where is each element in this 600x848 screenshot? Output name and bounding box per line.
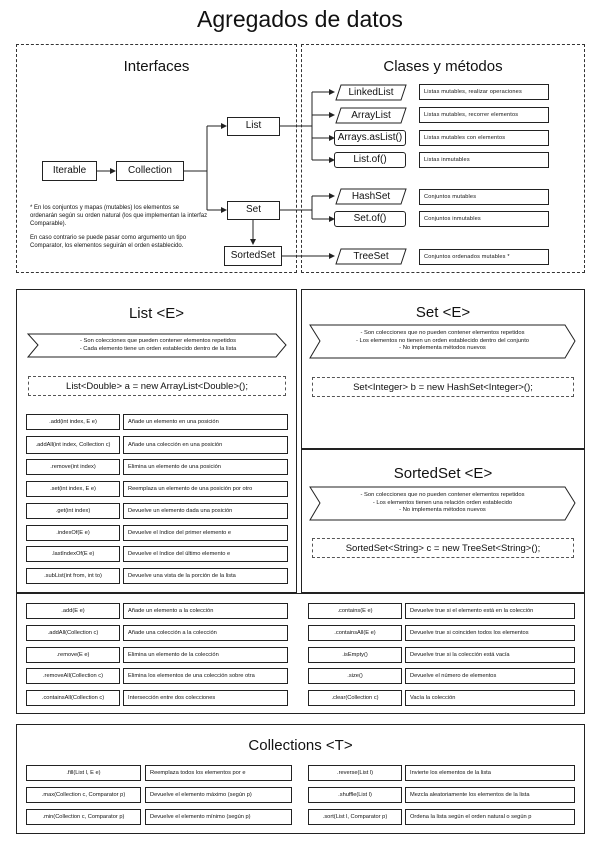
sortedset-title: SortedSet <E> (393, 465, 493, 482)
list-method-desc-3: Reemplaza un elemento de una posición por otro (123, 481, 288, 497)
list-method-desc-2: Elimina un elemento de una posición (123, 459, 288, 475)
desc-hashset: Conjuntos mutables (419, 189, 549, 205)
list-method-desc-1: Añade una colección en una posición (123, 436, 288, 454)
class-hashset: HashSet (351, 191, 391, 202)
list-method-4: .get(int index) (26, 503, 120, 519)
list-method-3: .set(int index, E e) (26, 481, 120, 497)
set-bullet-1: - Son colecciones que no pueden contener elementos repetidos (360, 330, 525, 337)
list-method-1: .addAll(int index, Collection c) (26, 436, 120, 454)
clases-title: Clases y métodos (383, 58, 503, 75)
sortedset-box: SortedSet (224, 246, 282, 266)
coll-right-method-4: .clear(Collection c) (308, 690, 402, 706)
desc-list-of: Listas inmutables (419, 152, 549, 168)
list-method-desc-5: Devuelve el índice del primer elemento e (123, 525, 288, 541)
coll-left-method-2: .remove(E e) (26, 647, 120, 663)
class-arraylist: ArrayList (351, 110, 391, 121)
ordering-note-2: En caso contrario se puede pasar como argumento un tipo Comparator, los elementos seguirán el orden establecido. (30, 235, 187, 250)
list-method-desc-0: Añade un elemento en una posición (123, 414, 288, 430)
collections-left-method-1: .max(Collection c, Comparator p) (26, 787, 141, 803)
sortedset-bullet-3: - No implementa métodos nuevos (399, 507, 486, 514)
coll-left-desc-4: Intersección entre dos colecciones (123, 690, 288, 706)
collections-right-method-1: .shuffle(List l) (308, 787, 402, 803)
desc-set-of: Conjuntos inmutables (419, 211, 549, 227)
list-method-desc-7: Devuelve una vista de la porción de la lista (123, 568, 288, 584)
class-set-of: Set.of() (334, 211, 406, 227)
coll-right-method-3: .size() (308, 668, 402, 684)
set-bullets (320, 325, 565, 358)
list-method-desc-6: Devuelve el índice del último elemento e (123, 546, 288, 562)
coll-left-desc-2: Elimina un elemento de la colección (123, 647, 288, 663)
desc-linkedlist: Listas mutables, realizar operaciones (419, 84, 549, 100)
collections-right-desc-0: Invierte los elementos de la lista (405, 765, 575, 781)
set-code: Set<Integer> b = new HashSet<Integer>(); (312, 377, 574, 397)
interfaces-title: Interfaces (123, 58, 190, 75)
coll-right-desc-4: Vacía la colección (405, 690, 575, 706)
collection-box: Collection (116, 161, 184, 181)
list-code: List<Double> a = new ArrayList<Double>(); (28, 376, 286, 396)
desc-arraylist: Listas mutables, recorrer elementos (419, 107, 549, 123)
coll-left-method-1: .addAll(Collection c) (26, 625, 120, 641)
coll-right-desc-1: Devuelve true si coinciden todos los elementos (405, 625, 575, 641)
class-treeset: TreeSet (353, 251, 389, 262)
coll-right-method-2: .isEmpty() (308, 647, 402, 663)
sortedset-code: SortedSet<String> c = new TreeSet<String>(); (312, 538, 574, 558)
list-method-desc-4: Devuelve un elemento dada una posición (123, 503, 288, 519)
list-bullets (40, 334, 276, 357)
class-linkedlist: LinkedList (348, 87, 394, 98)
ordering-note-1: * En los conjuntos y mapas (mutables) los elementos se ordenarán según su orden natural (los que implementan la interfaz Comparable). (30, 205, 208, 228)
coll-right-method-0: .contains(E e) (308, 603, 402, 619)
class-list-of: List.of() (334, 152, 406, 168)
collections-title: Collections <T> (248, 737, 353, 754)
coll-right-desc-2: Devuelve true si la colección está vacía (405, 647, 575, 663)
set-bullet-2: - Los elementos no tienen un orden establecido dentro del conjunto (355, 337, 530, 344)
list-title: List <E> (128, 305, 185, 322)
coll-right-desc-3: Devuelve el número de elementos (405, 668, 575, 684)
sortedset-bullet-2: - Los elementos tienen una relación orden establecido (372, 499, 513, 506)
collections-right-desc-2: Ordena la lista según el orden natural o según p (405, 809, 575, 825)
ordering-note (30, 204, 208, 250)
collections-left-desc-1: Devuelve el elemento máximo (según p) (145, 787, 292, 803)
collections-right-method-0: .reverse(List l) (308, 765, 402, 781)
coll-left-method-4: .containsAll(Collection c) (26, 690, 120, 706)
list-method-6: .lastIndexOf(E e) (26, 546, 120, 562)
desc-arrays-aslist: Listas mutables con elementos (419, 130, 549, 146)
coll-left-desc-3: Elimina los elementos de una colección sobre otra (123, 668, 288, 684)
sortedset-bullets (320, 487, 565, 520)
collections-left-method-0: .fill(List l, E e) (26, 765, 141, 781)
list-method-7: .subList(int from, int to) (26, 568, 120, 584)
coll-left-desc-1: Añade una colección a la colección (123, 625, 288, 641)
list-bullet-1: - Son colecciones que pueden contener elementos repetidos (80, 337, 236, 344)
class-arrays-aslist: Arrays.asList() (334, 130, 406, 146)
page-title: Agregados de datos (197, 6, 403, 32)
list-bullet-2: - Cada elemento tiene un orden establecido dentro de la lista (79, 345, 237, 352)
list-method-0: .add(int index, E e) (26, 414, 120, 430)
desc-treeset: Conjuntos ordenados mutables * (419, 249, 549, 265)
set-title: Set <E> (415, 304, 471, 321)
coll-right-desc-0: Devuelve true si el elemento está en la colección (405, 603, 575, 619)
coll-left-method-3: .removeAll(Collection c) (26, 668, 120, 684)
collections-right-method-2: .sort(List l, Comparator p) (308, 809, 402, 825)
set-box: Set (227, 201, 280, 220)
collections-left-method-2: .min(Collection c, Comparator p) (26, 809, 141, 825)
collections-left-desc-0: Reemplaza todos los elementos por e (145, 765, 292, 781)
sortedset-bullet-1: - Son colecciones que no pueden contener elementos repetidos (360, 492, 525, 499)
coll-left-method-0: .add(E e) (26, 603, 120, 619)
list-method-5: .indexOf(E e) (26, 525, 120, 541)
set-bullet-3: - No implementa métodos nuevos (399, 345, 486, 352)
list-method-2: .remove(int index) (26, 459, 120, 475)
coll-right-method-1: .containsAll(E e) (308, 625, 402, 641)
collections-left-desc-2: Devuelve el elemento mínimo (según p) (145, 809, 292, 825)
collections-right-desc-1: Mezcla aleatoriamente los elementos de la lista (405, 787, 575, 803)
list-box: List (227, 117, 280, 136)
iterable-box: Iterable (42, 161, 97, 181)
coll-left-desc-0: Añade un elemento a la colección (123, 603, 288, 619)
